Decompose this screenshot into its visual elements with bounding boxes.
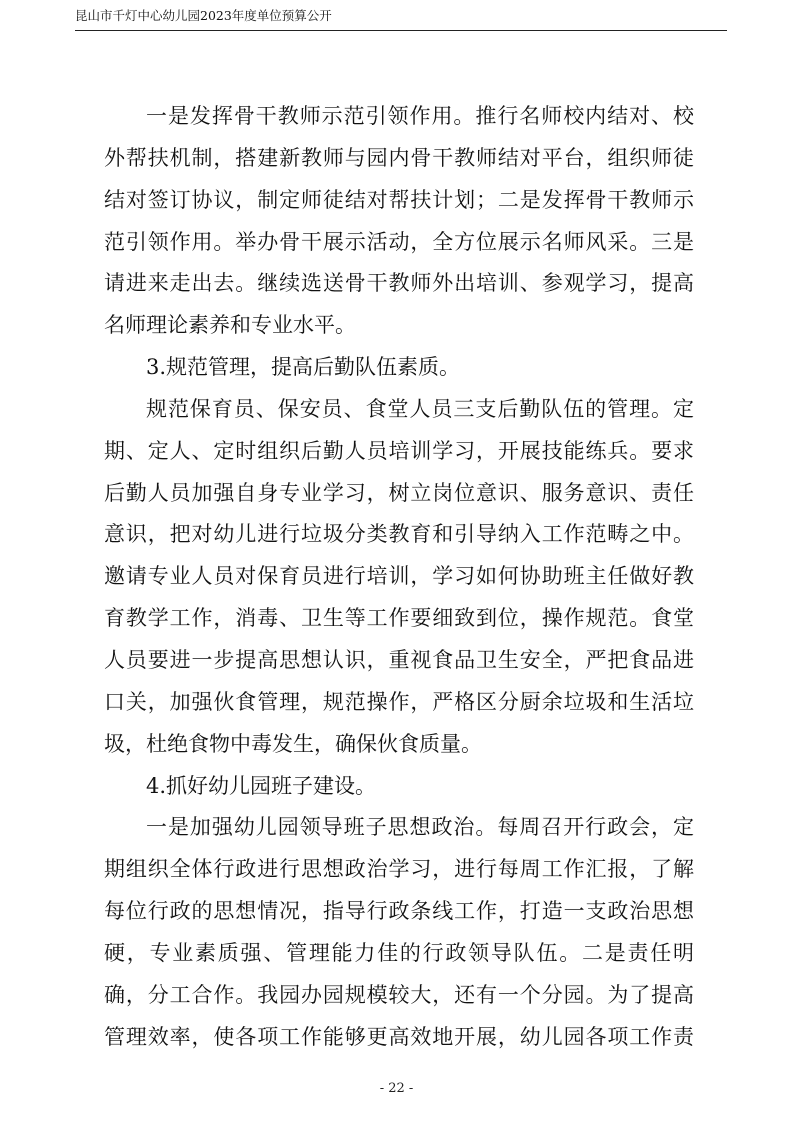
- body-text-line: 3.规范管理，提高后勤队伍素质。: [146, 355, 461, 380]
- document-body: [104, 96, 694, 1058]
- body-text-line: 一是发挥骨干教师示范引领作用。推行名师校内结对、校: [146, 104, 694, 128]
- page-header: [75, 8, 727, 31]
- body-text-line: 确，分工合作。我园办园规模较大，还有一个分园。为了提高: [104, 982, 694, 1007]
- body-text-line: 规范保育员、保安员、食堂人员三支后勤队伍的管理。定: [146, 396, 694, 421]
- body-text-line: 圾，杜绝食物中毒发生，确保伙食质量。: [104, 731, 482, 756]
- body-text-line: 硬，专业素质强、管理能力佳的行政领导队伍。二是责任明: [104, 940, 694, 965]
- body-text-line: 后勤人员加强自身专业学习，树立岗位意识、服务意识、责任: [104, 480, 694, 505]
- body-text-line: 口关，加强伙食管理，规范操作，严格区分厨余垃圾和生活垃: [104, 689, 694, 714]
- body-text-line: 意识，把对幼儿进行垃圾分类教育和引导纳入工作范畴之中。: [104, 522, 694, 547]
- body-text-line: 期、定人、定时组织后勤人员培训学习，开展技能练兵。要求: [104, 438, 694, 463]
- body-text-line: 期组织全体行政进行思想政治学习，进行每周工作汇报，了解: [104, 857, 694, 882]
- body-text-line: 人员要进一步提高思想认识，重视食品卫生安全，严把食品进: [104, 647, 694, 672]
- body-text-line: 4.抓好幼儿园班子建设。: [146, 773, 377, 798]
- body-text-line: 名师理论素养和专业水平。: [104, 313, 356, 338]
- body-text-line: 请进来走出去。继续选送骨干教师外出培训、参观学习，提高: [104, 271, 694, 296]
- body-text-line: 每位行政的思想情况，指导行政条线工作，打造一支政治思想: [104, 899, 694, 924]
- header-title: 昆山市千灯中心幼儿园2023年度单位预算公开: [75, 8, 332, 23]
- page-number: - 22 -: [379, 1081, 414, 1096]
- body-text-line: 结对签订协议，制定师徒结对帮扶计划；二是发挥骨干教师示: [104, 187, 694, 212]
- body-text-line: 一是加强幼儿园领导班子思想政治。每周召开行政会，定: [146, 815, 694, 840]
- body-text-line: 外帮扶机制，搭建新教师与园内骨干教师结对平台，组织师徒: [104, 145, 694, 170]
- body-text-line: 育教学工作，消毒、卫生等工作要细致到位，操作规范。食堂: [104, 606, 694, 631]
- body-text-line: 范引领作用。举办骨干展示活动，全方位展示名师风采。三是: [104, 229, 694, 254]
- body-text-line: 管理效率，使各项工作能够更高效地开展，幼儿园各项工作责: [104, 1024, 694, 1049]
- body-text-line: 邀请专业人员对保育员进行培训，学习如何协助班主任做好教: [104, 564, 694, 589]
